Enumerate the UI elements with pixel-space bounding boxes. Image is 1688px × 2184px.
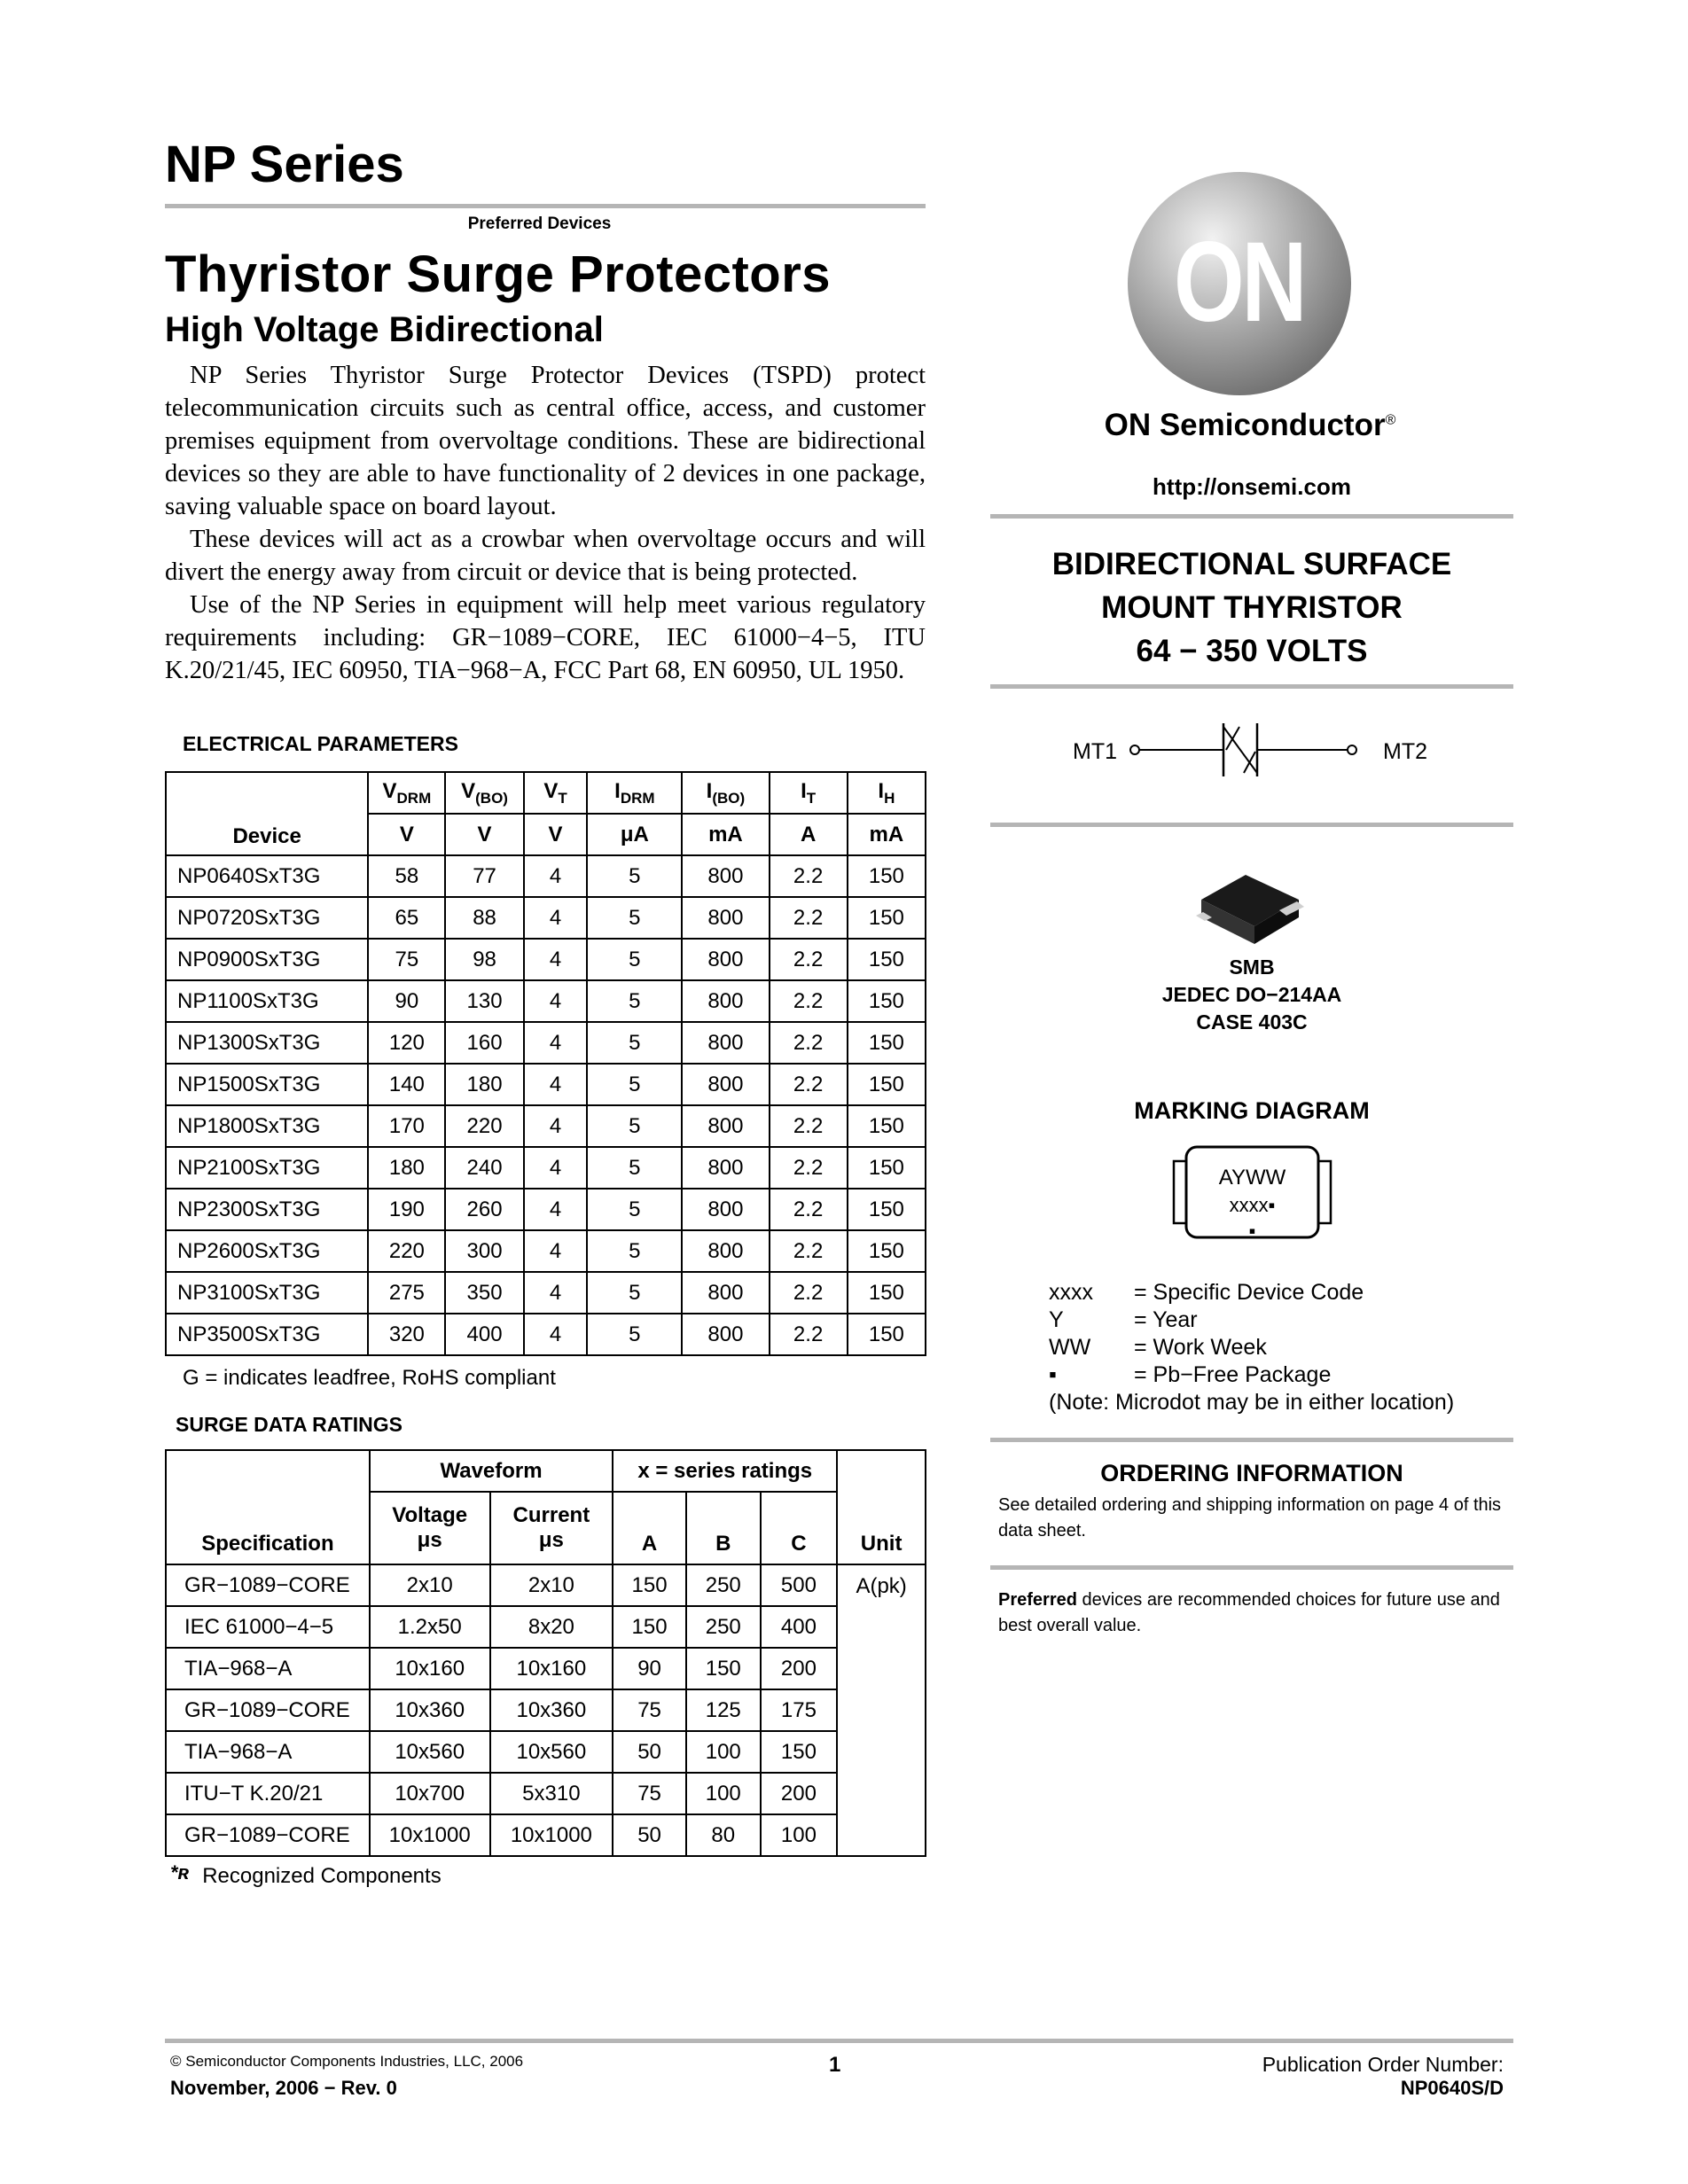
table-row — [166, 1064, 926, 1105]
value-cell: 5 — [587, 939, 682, 980]
intro-paragraph: NP Series Thyristor Surge Protector Devices (TSPD) protect telecommunication circuits such as central office, access, and customer premises equipment from overvoltage conditions. These are bidirectional devices so they are able to have functionality of 2 devices in one package, saving valuable space on board layout. — [165, 362, 926, 520]
website-url[interactable]: http://onsemi.com — [1153, 473, 1351, 500]
value-cell: 350 — [445, 1272, 523, 1314]
value-cell: 200 — [761, 1773, 838, 1814]
value-cell: 5 — [587, 1189, 682, 1230]
sidebar-rule — [990, 1438, 1513, 1442]
surge-ratings-heading: SURGE DATA RATINGS — [176, 1413, 402, 1436]
series-title: NP Series — [165, 136, 404, 193]
surge-ratings-table — [165, 1449, 926, 1857]
value-cell: 2.2 — [770, 1022, 848, 1064]
table-row — [166, 1147, 926, 1189]
value-cell: 170 — [368, 1105, 445, 1147]
value-cell: 800 — [682, 1022, 769, 1064]
ordering-info-title: ORDERING INFORMATION — [1100, 1460, 1403, 1486]
smb-package-icon — [1192, 864, 1308, 953]
value-cell: 10x560 — [370, 1731, 490, 1773]
unit-cell: mA — [848, 814, 926, 855]
device-column-header: Device — [166, 772, 368, 855]
sidebar-rule — [990, 684, 1513, 689]
value-cell: 2x10 — [370, 1564, 490, 1606]
header-rule — [165, 204, 926, 208]
table-row — [166, 1773, 926, 1814]
value-cell: 150 — [848, 939, 926, 980]
value-cell: 260 — [445, 1189, 523, 1230]
value-cell: 120 — [368, 1022, 445, 1064]
param-header: $I_H$ — [848, 772, 926, 814]
param-header: $V_{DRM}$ — [368, 772, 445, 814]
specification-cell: GR−1089−CORE — [166, 1564, 370, 1606]
value-cell: 800 — [682, 939, 769, 980]
unit-cell: A(pk) — [837, 1564, 926, 1856]
value-cell: 90 — [613, 1648, 686, 1689]
page-subtitle: High Voltage Bidirectional — [165, 310, 604, 349]
value-cell: 250 — [686, 1564, 761, 1606]
value-cell: 2.2 — [770, 939, 848, 980]
intro-paragraph: Use of the NP Series in equipment will help meet various regulatory requirements including: GR−1089−CORE, IEC 61000−4−5, ITU K.20/21/45, IEC 60950, TIA−968−A, FCC Part 68, EN 60950, UL 1950. — [165, 591, 926, 684]
legend-item: ▪ = Pb−Free Package — [1049, 1362, 1332, 1387]
value-cell: 4 — [524, 897, 588, 939]
unit-cell: A — [770, 814, 848, 855]
value-cell: 250 — [686, 1606, 761, 1648]
table-row — [166, 1689, 926, 1731]
ordering-info-text: See detailed ordering and shipping information on page 4 of this data sheet. — [998, 1495, 1502, 1540]
value-cell: 800 — [682, 855, 769, 897]
device-cell: NP0720SxT3G — [166, 897, 368, 939]
waveform-header: Waveform — [370, 1450, 613, 1492]
value-cell: 140 — [368, 1064, 445, 1105]
value-cell: 2.2 — [770, 1105, 848, 1147]
value-cell: 100 — [686, 1731, 761, 1773]
unit-cell: V — [368, 814, 445, 855]
value-cell: 800 — [682, 897, 769, 939]
col-c-header: C — [761, 1492, 838, 1564]
value-cell: 2.2 — [770, 897, 848, 939]
series-ratings-header: x = series ratings — [613, 1450, 837, 1492]
legend-item: WW = Work Week — [1049, 1335, 1267, 1360]
value-cell: 175 — [761, 1689, 838, 1731]
value-cell: 150 — [848, 1230, 926, 1272]
device-cell: NP1300SxT3G — [166, 1022, 368, 1064]
value-cell: 4 — [524, 939, 588, 980]
table-row — [166, 1230, 926, 1272]
value-cell: 10x560 — [490, 1731, 613, 1773]
value-cell: 300 — [445, 1230, 523, 1272]
value-cell: 180 — [368, 1147, 445, 1189]
surge-header-row — [166, 1450, 926, 1492]
value-cell: 4 — [524, 855, 588, 897]
device-cell: NP1500SxT3G — [166, 1064, 368, 1105]
brand-name: ON Semiconductor® — [1104, 408, 1396, 442]
value-cell: 2.2 — [770, 1147, 848, 1189]
value-cell: 5 — [587, 1314, 682, 1355]
thyristor-symbol — [1126, 718, 1365, 782]
value-cell: 125 — [686, 1689, 761, 1731]
table-row — [166, 897, 926, 939]
mt1-label: MT1 — [1073, 739, 1117, 764]
value-cell: 10x160 — [490, 1648, 613, 1689]
value-cell: 320 — [368, 1314, 445, 1355]
value-cell: 98 — [445, 939, 523, 980]
table-header-row — [166, 772, 926, 814]
sidebar-rule — [990, 1565, 1513, 1570]
on-semiconductor-logo — [1124, 168, 1355, 399]
electrical-parameters-table — [165, 771, 926, 1356]
copyright: © Semiconductor Components Industries, LLC, 2006 — [170, 2053, 524, 2070]
param-header: $V_T$ — [524, 772, 588, 814]
legend-item: xxxx = Specific Device Code — [1049, 1280, 1364, 1305]
value-cell: 75 — [613, 1689, 686, 1731]
value-cell: 2.2 — [770, 1189, 848, 1230]
value-cell: 800 — [682, 1105, 769, 1147]
value-cell: 200 — [761, 1648, 838, 1689]
publication-number: NP0640S/D — [1400, 2077, 1504, 2099]
value-cell: 5x310 — [490, 1773, 613, 1814]
value-cell: 150 — [613, 1564, 686, 1606]
value-cell: 150 — [848, 855, 926, 897]
value-cell: 10x700 — [370, 1773, 490, 1814]
value-cell: 160 — [445, 1022, 523, 1064]
value-cell: 75 — [368, 939, 445, 980]
value-cell: 150 — [848, 1147, 926, 1189]
value-cell: 90 — [368, 980, 445, 1022]
value-cell: 2.2 — [770, 855, 848, 897]
value-cell: 100 — [761, 1814, 838, 1856]
marking-legend — [1049, 1279, 1454, 1416]
value-cell: 50 — [613, 1731, 686, 1773]
value-cell: 150 — [613, 1606, 686, 1648]
value-cell: 5 — [587, 1105, 682, 1147]
preferred-devices-label: Preferred Devices — [467, 214, 612, 233]
package-info: SMB JEDEC DO−214AA CASE 403C — [1161, 956, 1342, 1034]
ul-recognized-icon: *ʀ — [170, 1861, 190, 1884]
value-cell: 10x1000 — [370, 1814, 490, 1856]
value-cell: 4 — [524, 1189, 588, 1230]
value-cell: 65 — [368, 897, 445, 939]
value-cell: 150 — [848, 897, 926, 939]
value-cell: 800 — [682, 1272, 769, 1314]
footer-rule — [165, 2039, 1513, 2043]
value-cell: 50 — [613, 1814, 686, 1856]
table-row — [166, 1189, 926, 1230]
specification-cell: GR−1089−CORE — [166, 1814, 370, 1856]
device-cell: NP3100SxT3G — [166, 1272, 368, 1314]
value-cell: 2.2 — [770, 1064, 848, 1105]
col-a-header: A — [613, 1492, 686, 1564]
voltage-header: Voltage μs — [370, 1492, 490, 1564]
param-header: $V_{(BO)}$ — [445, 772, 523, 814]
value-cell: 5 — [587, 1147, 682, 1189]
value-cell: 150 — [848, 1064, 926, 1105]
value-cell: 130 — [445, 980, 523, 1022]
table-row — [166, 855, 926, 897]
param-header: $I_{DRM}$ — [587, 772, 682, 814]
specification-cell: GR−1089−CORE — [166, 1689, 370, 1731]
col-b-header: B — [686, 1492, 761, 1564]
value-cell: 220 — [445, 1105, 523, 1147]
value-cell: 150 — [848, 1314, 926, 1355]
unit-cell: mA — [682, 814, 769, 855]
value-cell: 5 — [587, 1022, 682, 1064]
table-row — [166, 1606, 926, 1648]
value-cell: 150 — [848, 1272, 926, 1314]
value-cell: 1.2x50 — [370, 1606, 490, 1648]
unit-cell: V — [524, 814, 588, 855]
value-cell: 5 — [587, 1272, 682, 1314]
value-cell: 800 — [682, 1147, 769, 1189]
device-cell: NP1100SxT3G — [166, 980, 368, 1022]
device-cell: NP1800SxT3G — [166, 1105, 368, 1147]
page-number: 1 — [829, 2053, 841, 2077]
value-cell: 800 — [682, 1314, 769, 1355]
value-cell: 150 — [848, 980, 926, 1022]
table-row — [166, 1105, 926, 1147]
value-cell: 4 — [524, 980, 588, 1022]
value-cell: 500 — [761, 1564, 838, 1606]
table-row — [166, 1564, 926, 1606]
value-cell: 4 — [524, 1272, 588, 1314]
value-cell: 5 — [587, 1230, 682, 1272]
value-cell: 150 — [848, 1105, 926, 1147]
value-cell: 4 — [524, 1064, 588, 1105]
value-cell: 4 — [524, 1147, 588, 1189]
value-cell: 58 — [368, 855, 445, 897]
specification-cell: IEC 61000−4−5 — [166, 1606, 370, 1648]
legend-item: Y = Year — [1049, 1307, 1198, 1332]
leadfree-footnote: G = indicates leadfree, RoHS compliant — [183, 1366, 556, 1390]
specification-cell: TIA−968−A — [166, 1648, 370, 1689]
value-cell: 5 — [587, 980, 682, 1022]
surge-table-body — [166, 1564, 926, 1856]
svg-text:ON: ON — [1174, 218, 1305, 346]
unit-cell: V — [445, 814, 523, 855]
value-cell: 150 — [848, 1022, 926, 1064]
value-cell: 150 — [686, 1648, 761, 1689]
value-cell: 275 — [368, 1272, 445, 1314]
table-row — [166, 1022, 926, 1064]
page-title: Thyristor Surge Protectors — [165, 246, 832, 303]
value-cell: 2x10 — [490, 1564, 613, 1606]
value-cell: 77 — [445, 855, 523, 897]
electrical-table-body — [166, 855, 926, 1355]
value-cell: 4 — [524, 1314, 588, 1355]
specification-header: Specification — [166, 1450, 370, 1564]
marking-line: xxxx▪ — [1229, 1194, 1276, 1216]
value-cell: 2.2 — [770, 1230, 848, 1272]
intro-text — [165, 359, 926, 687]
device-cell: NP0900SxT3G — [166, 939, 368, 980]
marking-line: AYWW — [1218, 1166, 1286, 1190]
value-cell: 400 — [761, 1606, 838, 1648]
table-row — [166, 980, 926, 1022]
device-cell: NP2100SxT3G — [166, 1147, 368, 1189]
value-cell: 100 — [686, 1773, 761, 1814]
device-cell: NP3500SxT3G — [166, 1314, 368, 1355]
value-cell: 800 — [682, 1230, 769, 1272]
device-cell: NP2300SxT3G — [166, 1189, 368, 1230]
specification-cell: ITU−T K.20/21 — [166, 1773, 370, 1814]
marking-line: ▪ — [1248, 1220, 1256, 1242]
revision-date: November, 2006 − Rev. 0 — [170, 2077, 397, 2099]
param-header: $I_{(BO)}$ — [682, 772, 769, 814]
specification-cell: TIA−968−A — [166, 1731, 370, 1773]
value-cell: 10x1000 — [490, 1814, 613, 1856]
intro-paragraph: These devices will act as a crowbar when overvoltage occurs and will divert the energy away from circuit or device that is being protected. — [165, 526, 926, 586]
value-cell: 8x20 — [490, 1606, 613, 1648]
value-cell: 4 — [524, 1022, 588, 1064]
table-row — [166, 1814, 926, 1856]
table-row — [166, 939, 926, 980]
value-cell: 4 — [524, 1230, 588, 1272]
value-cell: 75 — [613, 1773, 686, 1814]
param-header: $I_T$ — [770, 772, 848, 814]
publication-label: Publication Order Number: — [1262, 2053, 1504, 2076]
table-row — [166, 1314, 926, 1355]
value-cell: 10x360 — [370, 1689, 490, 1731]
value-cell: 150 — [848, 1189, 926, 1230]
product-description: BIDIRECTIONAL SURFACE MOUNT THYRISTOR 64 − 350 VOLTS — [1051, 547, 1452, 668]
value-cell: 10x360 — [490, 1689, 613, 1731]
value-cell: 800 — [682, 1189, 769, 1230]
value-cell: 220 — [368, 1230, 445, 1272]
value-cell: 2.2 — [770, 1314, 848, 1355]
table-row — [166, 1731, 926, 1773]
recognized-components: *ʀ Recognized Components — [170, 1861, 442, 1888]
value-cell: 2.2 — [770, 980, 848, 1022]
value-cell: 150 — [761, 1731, 838, 1773]
unit-cell: μA — [587, 814, 682, 855]
value-cell: 10x160 — [370, 1648, 490, 1689]
current-header: Current μs — [490, 1492, 613, 1564]
table-row — [166, 1272, 926, 1314]
value-cell: 180 — [445, 1064, 523, 1105]
electrical-parameters-heading: ELECTRICAL PARAMETERS — [183, 732, 458, 755]
value-cell: 5 — [587, 897, 682, 939]
value-cell: 5 — [587, 855, 682, 897]
mt2-label: MT2 — [1383, 739, 1427, 764]
sidebar-rule — [990, 514, 1513, 519]
value-cell: 5 — [587, 1064, 682, 1105]
value-cell: 400 — [445, 1314, 523, 1355]
device-cell: NP0640SxT3G — [166, 855, 368, 897]
value-cell: 800 — [682, 1064, 769, 1105]
value-cell: 800 — [682, 980, 769, 1022]
unit-header: Unit — [837, 1450, 926, 1564]
value-cell: 80 — [686, 1814, 761, 1856]
value-cell: 88 — [445, 897, 523, 939]
device-cell: NP2600SxT3G — [166, 1230, 368, 1272]
sidebar-rule — [990, 823, 1513, 827]
value-cell: 190 — [368, 1189, 445, 1230]
value-cell: 2.2 — [770, 1272, 848, 1314]
preferred-note: Preferred devices are recommended choices for future use and best overall value. — [998, 1590, 1500, 1635]
value-cell: 240 — [445, 1147, 523, 1189]
value-cell: 4 — [524, 1105, 588, 1147]
marking-diagram-title: MARKING DIAGRAM — [1134, 1097, 1370, 1124]
table-row — [166, 1648, 926, 1689]
legend-note: (Note: Microdot may be in either location) — [1049, 1390, 1455, 1415]
